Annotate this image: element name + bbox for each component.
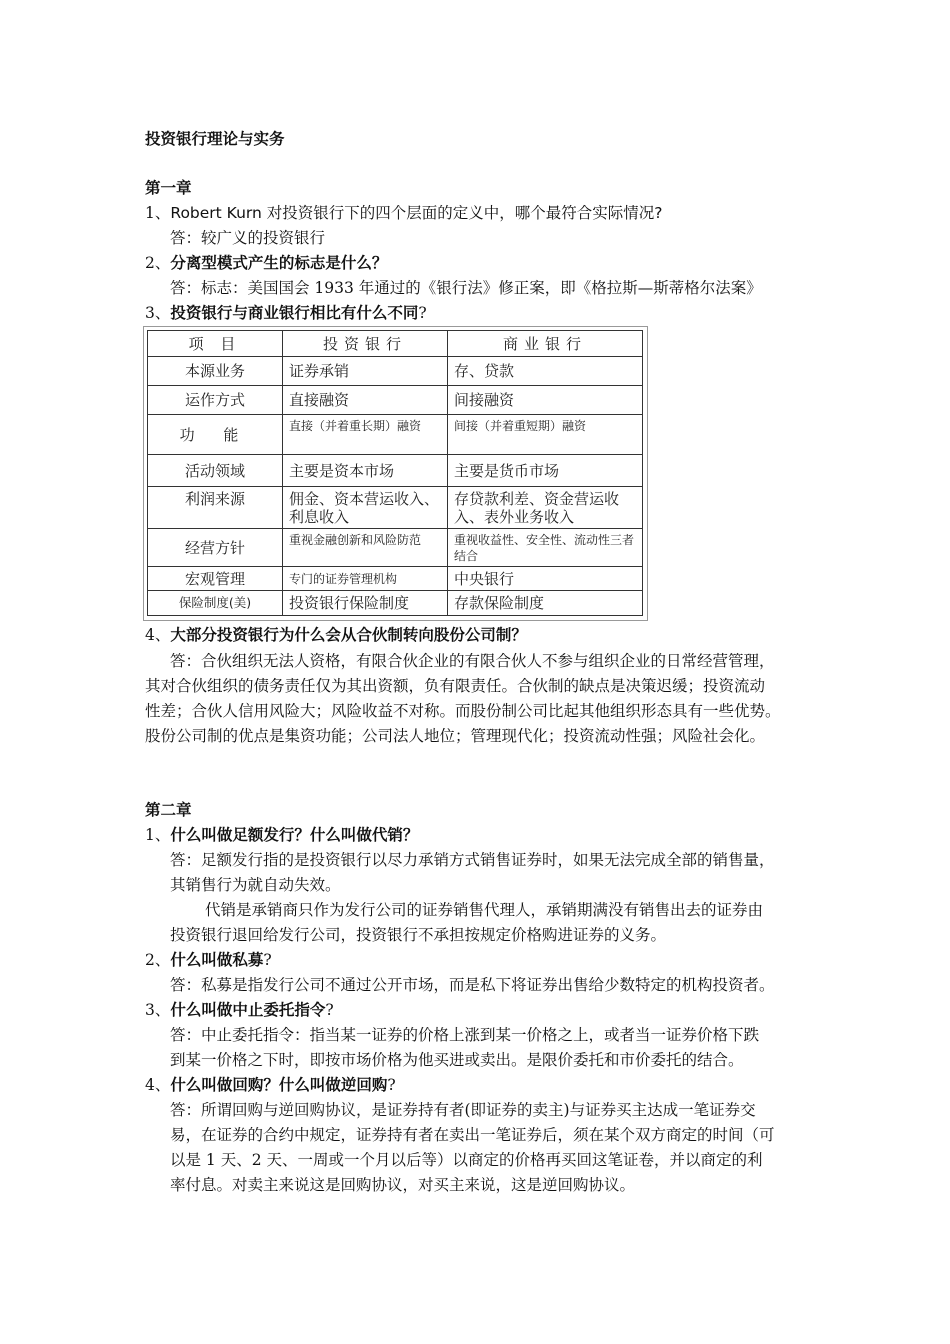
table-cell: 直接融资 bbox=[283, 386, 448, 415]
question-text: 投资银行与商业银行相比有什么不同 bbox=[170, 304, 419, 322]
table-cell: 活动领域 bbox=[148, 455, 283, 487]
table-cell: 投资银行保险制度 bbox=[283, 591, 448, 616]
question-number: 4、 bbox=[145, 1076, 171, 1094]
table-cell: 中央银行 bbox=[448, 567, 643, 591]
question-mark: ? bbox=[418, 304, 427, 322]
table-row bbox=[148, 591, 643, 616]
ch1-answer-4-line: 性差；合伙人信用风险大；风险收益不对称。而股份制公司比起其他组织形态具有一些优势。 bbox=[145, 702, 781, 720]
table-row bbox=[148, 487, 643, 529]
question-number: 2、 bbox=[145, 951, 171, 969]
question-text: 什么叫做中止委托指令 bbox=[170, 1001, 326, 1019]
table-cell: 证券承销 bbox=[283, 357, 448, 386]
table-cell: 宏观管理 bbox=[148, 567, 283, 591]
question-mark: ? bbox=[263, 951, 272, 969]
ch2-answer-1b-line: 代销是承销商只作为发行公司的证券销售代理人，承销期满没有销售出去的证券由 bbox=[205, 901, 764, 919]
ch1-question-1 bbox=[145, 203, 662, 223]
ch1-question-2 bbox=[145, 253, 387, 273]
table-cell: 存贷款利差、资金营运收入、表外业务收入 bbox=[448, 487, 643, 529]
ch2-question-2 bbox=[145, 950, 272, 970]
table-cell: 直接（并着重长期）融资 bbox=[283, 415, 448, 455]
table-header: 项 目 bbox=[148, 331, 283, 357]
table-cell: 运作方式 bbox=[148, 386, 283, 415]
ch1-answer-4-line: 答：合伙组织无法人资格，有限合伙企业的有限合伙人不参与组织企业的日常经营管理， bbox=[170, 652, 775, 670]
question-number: 1、 bbox=[145, 204, 171, 222]
ch2-answer-4-line: 以是 1 天、2 天、一周或一个月以后等）以商定的价格再买回这笔证卷，并以商定的利 bbox=[170, 1151, 763, 1169]
question-mark: ? bbox=[387, 1076, 396, 1094]
ch1-answer-1: 答：较广义的投资银行 bbox=[170, 229, 326, 247]
table-row bbox=[148, 529, 643, 567]
question-number: 3、 bbox=[145, 1001, 171, 1019]
question-number: 2、 bbox=[145, 254, 171, 272]
question-number: 4、 bbox=[145, 626, 171, 644]
ch2-question-4 bbox=[145, 1075, 396, 1095]
document-title: 投资银行理论与实务 bbox=[145, 130, 285, 148]
chapter-1-heading: 第一章 bbox=[145, 179, 192, 197]
ch2-question-3 bbox=[145, 1000, 334, 1020]
table-cell: 主要是资本市场 bbox=[283, 455, 448, 487]
ch2-answer-1-line: 答：足额发行指的是投资银行以尽力承销方式销售证券时，如果无法完成全部的销售量， bbox=[170, 851, 775, 869]
table-cell: 重视金融创新和风险防范 bbox=[283, 529, 448, 567]
table-cell: 功 能 bbox=[148, 415, 283, 455]
table-cell: 主要是货币市场 bbox=[448, 455, 643, 487]
ch1-answer-4-line: 其对合伙组织的债务责任仅为其出资额，负有限责任。合伙制的缺点是决策迟缓；投资流动 bbox=[145, 677, 766, 695]
comparison-table-image bbox=[143, 326, 648, 621]
ch2-answer-2: 答：私募是指发行公司不通过公开市场，而是私下将证券出售给少数特定的机构投资者。 bbox=[170, 976, 775, 994]
comparison-table bbox=[147, 330, 643, 616]
question-number: 3、 bbox=[145, 304, 171, 322]
table-cell: 保险制度(美) bbox=[148, 591, 283, 616]
table-cell: 间接（并着重短期）融资 bbox=[448, 415, 643, 455]
ch2-question-1 bbox=[145, 825, 418, 845]
question-text: 大部分投资银行为什么会从合伙制转向股份公司制？ bbox=[170, 626, 527, 644]
ch2-answer-4-line: 答：所谓回购与逆回购协议，是证券持有者(即证券的卖主)与证券买主达成一笔证券交 bbox=[170, 1101, 756, 1119]
table-row bbox=[148, 567, 643, 591]
ch1-answer-2: 答：标志：美国国会 1933 年通过的《银行法》修正案，即《格拉斯—斯蒂格尔法案》 bbox=[170, 279, 762, 297]
question-text: 什么叫做足额发行？什么叫做代销？ bbox=[170, 826, 419, 844]
table-cell: 本源业务 bbox=[148, 357, 283, 386]
question-number: 1、 bbox=[145, 826, 171, 844]
ch2-answer-4-line: 率付息。对卖主来说这是回购协议，对买主来说，这是逆回购协议。 bbox=[170, 1176, 636, 1194]
table-cell: 利润来源 bbox=[148, 487, 283, 529]
ch1-question-4 bbox=[145, 625, 527, 645]
table-cell: 专门的证券管理机构 bbox=[283, 567, 448, 591]
table-row bbox=[148, 386, 643, 415]
table-cell: 存、贷款 bbox=[448, 357, 643, 386]
ch2-answer-3-line: 到某一价格之下时，即按市场价格为他买进或卖出。是限价委托和市价委托的结合。 bbox=[170, 1051, 744, 1069]
table-row bbox=[148, 415, 643, 455]
ch2-answer-1b-line: 投资银行退回给发行公司，投资银行不承担按规定价格购进证券的义务。 bbox=[170, 926, 667, 944]
table-cell: 存款保险制度 bbox=[448, 591, 643, 616]
table-row bbox=[148, 455, 643, 487]
ch2-answer-3-line: 答：中止委托指令：指当某一证券的价格上涨到某一价格之上，或者当一证券价格下跌 bbox=[170, 1026, 760, 1044]
table-cell: 佣金、资本营运收入、利息收入 bbox=[283, 487, 448, 529]
table-header: 商业银行 bbox=[448, 331, 643, 357]
question-text: 分离型模式产生的标志是什么？ bbox=[170, 254, 388, 272]
ch1-answer-4-line: 股份公司制的优点是集资功能；公司法人地位；管理现代化；投资流动性强；风险社会化。 bbox=[145, 727, 766, 745]
chapter-2-heading: 第二章 bbox=[145, 801, 192, 819]
table-header: 投资银行 bbox=[283, 331, 448, 357]
ch1-question-3 bbox=[145, 303, 427, 323]
question-text: 什么叫做私募 bbox=[170, 951, 264, 969]
ch2-answer-4-line: 易，在证券的合约中规定，证券持有者在卖出一笔证券后，须在某个双方商定的时间（可 bbox=[170, 1126, 775, 1144]
question-text: Robert Kurn 对投资银行下的四个层面的定义中，哪个最符合实际情况? bbox=[170, 204, 663, 222]
ch2-answer-1-line: 其销售行为就自动失效。 bbox=[170, 876, 341, 894]
question-text: 什么叫做回购？什么叫做逆回购 bbox=[170, 1076, 388, 1094]
table-row bbox=[148, 357, 643, 386]
question-mark: ? bbox=[325, 1001, 334, 1019]
table-cell: 间接融资 bbox=[448, 386, 643, 415]
table-cell: 重视收益性、安全性、流动性三者结合 bbox=[448, 529, 643, 567]
table-header-row bbox=[148, 331, 643, 357]
table-cell: 经营方针 bbox=[148, 529, 283, 567]
